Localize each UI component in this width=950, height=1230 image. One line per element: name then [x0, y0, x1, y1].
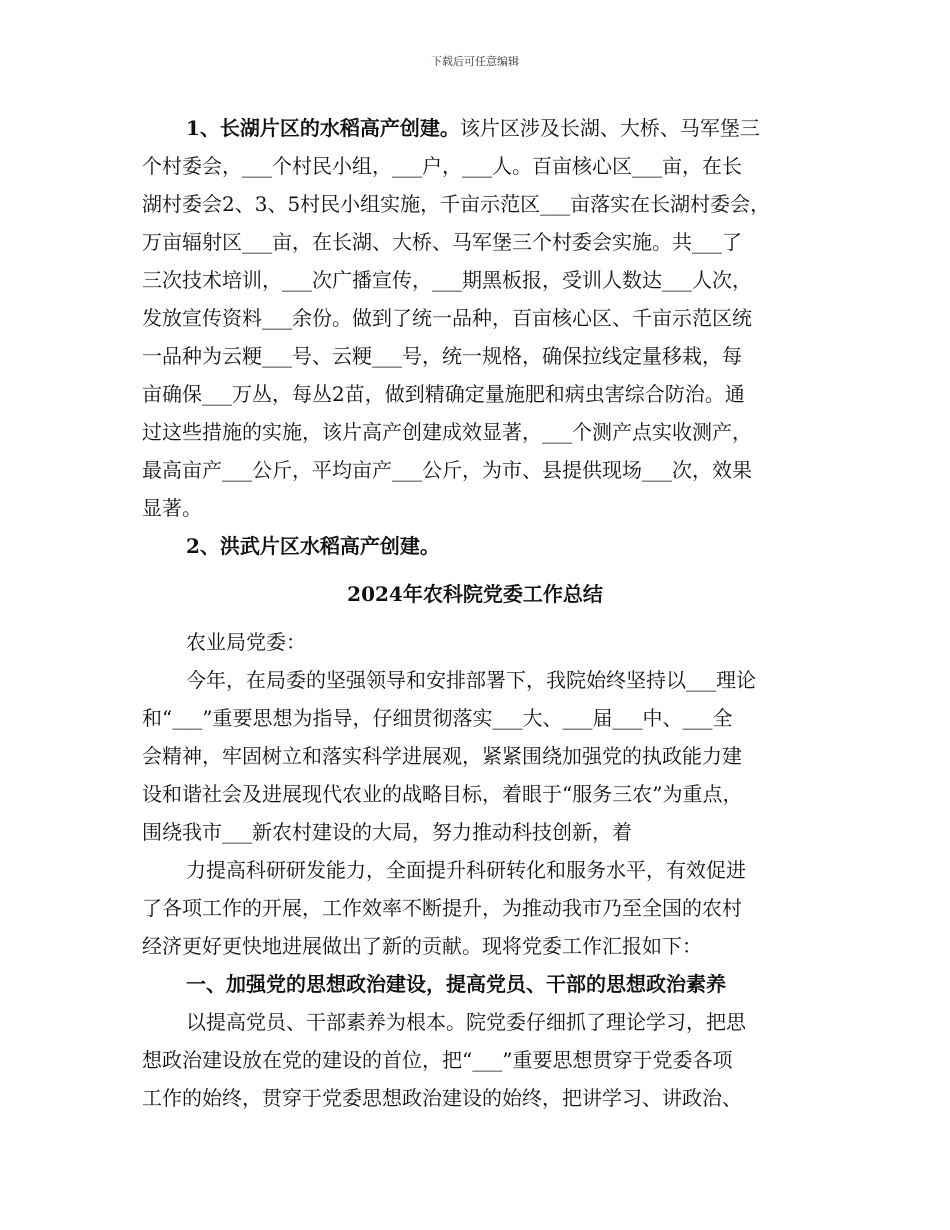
- para1-line-4: 围绕我市___新农村建设的大局，努力推动科技创新，着: [142, 820, 632, 844]
- section1-line-7: 亩确保___万丛，每丛2苗，做到精确定量施肥和病虫害综合防治。通: [142, 382, 745, 406]
- page-header: 下载后可任意编辑: [431, 55, 519, 68]
- heading-one: 一、加强党的思想政治建设，提高党员、干部的思想政治素养: [186, 972, 726, 996]
- section1-line-5: 发放宣传资料___余份。做到了统一品种，百亩核心区、千亩示范区统: [142, 306, 752, 330]
- salutation: 农业局党委：: [186, 630, 306, 654]
- section1-line-2: 湖村委会2、3、5村民小组实施，千亩示范区___亩落实在长湖村委会，: [142, 192, 771, 216]
- para3-line-0: 以提高党员、干部素养为根本。院党委仔细抓了理论学习，把思: [186, 1010, 746, 1034]
- section1-line-6: 一品种为云粳___号、云粳___号，统一规格，确保拉线定量移栽，每: [142, 344, 742, 368]
- section1-line-9: 最高亩产___公斤，平均亩产___公斤，为市、县提供现场___次，效果: [142, 458, 752, 482]
- section1-line-1: 个村委会，___个村民小组，___户，___人。百亩核心区___亩，在长: [142, 154, 742, 178]
- section1-line-8: 过这些措施的实施，该片高产创建成效显著，___个测产点实收测产，: [142, 420, 752, 444]
- section1-heading: 1、长湖片区的水稻高产创建。: [186, 116, 460, 140]
- section1-line-0: 该片区涉及长湖、大桥、马军堡三: [459, 116, 760, 140]
- section1-first-line: [186, 114, 760, 142]
- para2-line-2: 经济更好更快地进展做出了新的贡献。现将党委工作汇报如下：: [142, 934, 702, 958]
- para3-line-1: 想政治建设放在党的建设的首位，把“___”重要思想贯穿于党委各项: [142, 1048, 733, 1072]
- section1-line-3: 万亩辐射区___亩，在长湖、大桥、马军堡三个村委会实施。共___了: [142, 230, 742, 254]
- section1-line-4: 三次技术培训，___次广播宣传，___期黑板报，受训人数达___人次，: [142, 268, 752, 292]
- section2-heading: 2、洪武片区水稻高产创建。: [186, 534, 440, 558]
- document-title: 2024年农科院党委工作总结: [347, 582, 603, 606]
- para2-line-1: 了各项工作的开展，工作效率不断提升，为推动我市乃至全国的农村: [142, 896, 742, 920]
- para1-line-2: 会精神，牢固树立和落实科学进展观，紧紧围绕加强党的执政能力建: [142, 744, 742, 768]
- para2-line-0: 力提高科研研发能力，全面提升科研转化和服务水平，有效促进: [186, 858, 746, 882]
- section1-line-10: 显著。: [142, 496, 202, 520]
- para1-line-1: 和“___”重要思想为指导，仔细贯彻落实___大、___届___中、___全: [142, 706, 733, 730]
- para1-line-3: 设和谐社会及进展现代农业的战略目标，着眼于“服务三农”为重点，: [142, 782, 743, 806]
- para3-line-2: 工作的始终，贯穿于党委思想政治建设的始终，把讲学习、讲政治、: [142, 1086, 742, 1110]
- para1-line-0: 今年，在局委的坚强领导和安排部署下，我院始终坚持以___理论: [186, 668, 756, 692]
